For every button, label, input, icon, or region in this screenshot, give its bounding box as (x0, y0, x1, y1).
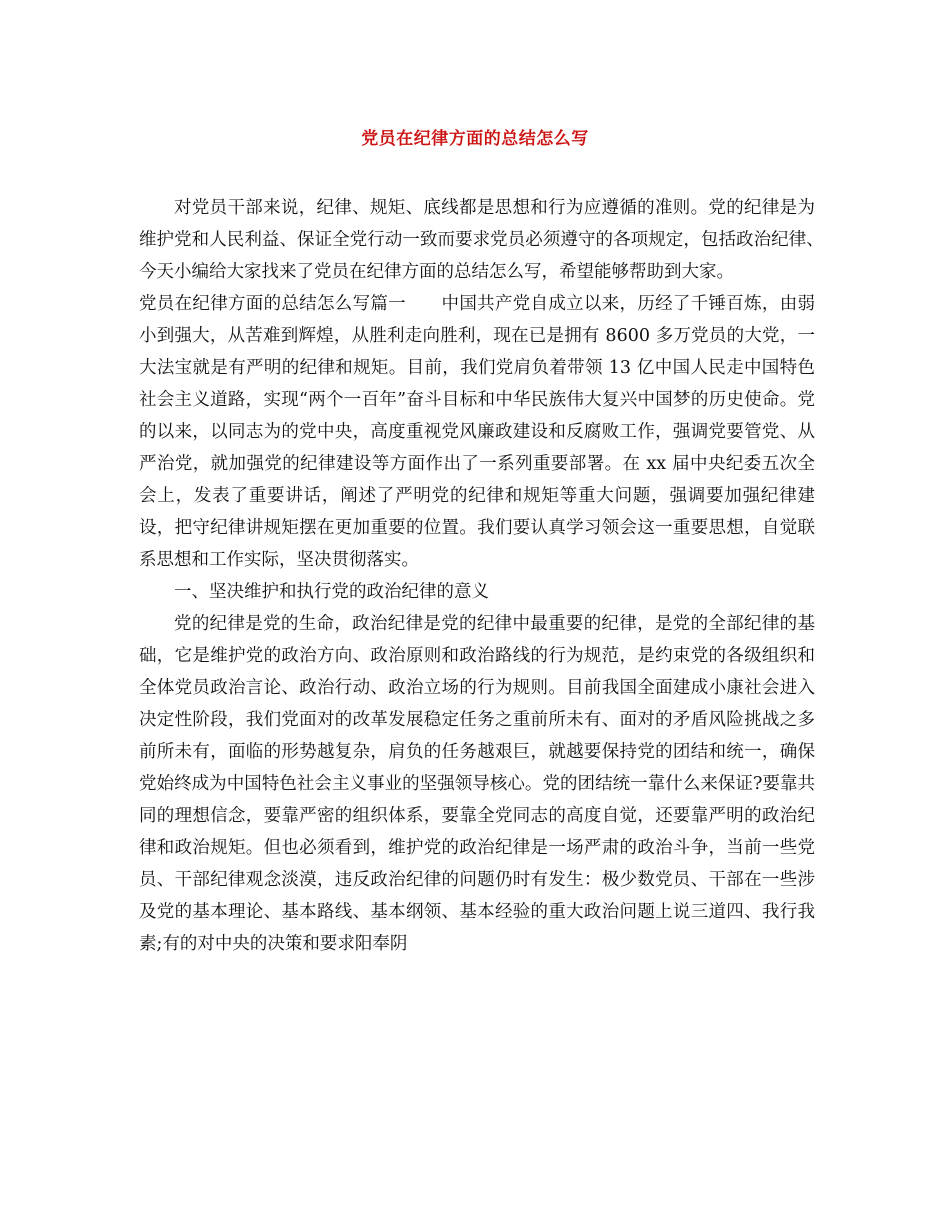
document-body (139, 192, 839, 960)
paragraph-section-one: 党员在纪律方面的总结怎么写篇一 中国共产党自成立以来，历经了千锤百炼，由弱小到强大，从苦难到辉煌，从胜利走向胜利，现在已是拥有 8600 多万党员的大党，一大法宝就是有严明的纪律和规矩。目前，我们党肩负着带领 13 亿中国人民走中国特色社会主义道路，实现“两个一百年”奋斗目标和中华民族伟大复兴中国梦的历史使命。党的以来，以同志为的党中央，高度重视党风廉政建设和反腐败工作，强调党要管党、从严治党，就加强党的纪律建设等方面作出了一系列重要部署。在 xx 届中央纪委五次全会上，发表了重要讲话，阐述了严明党的纪律和规矩等重大问题，强调要加强纪律建设，把守纪律讲规矩摆在更加重要的位置。我们要认真学习领会这一重要思想，自觉联系思想和工作实际，坚决贯彻落实。 (139, 294, 815, 570)
paragraph-intro: 对党员干部来说，纪律、规矩、底线都是思想和行为应遵循的准则。党的纪律是为维护党和人民利益、保证全党行动一致而要求党员必须遵守的各项规定，包括政治纪律、 今天小编给大家找来了党员在纪律方面的总结怎么写，希望能够帮助到大家。 (139, 198, 839, 282)
section-heading: 一、坚决维护和执行党的政治纪律的意义 (174, 582, 489, 602)
paragraph-political-discipline: 党的纪律是党的生命，政治纪律是党的纪律中最重要的纪律，是党的全部纪律的基础，它是维护党的政治方向、政治原则和政治路线的行为规范，是约束党的各级组织和全体党员政治言论、政治行动、政治立场的行为规则。目前我国全面建成小康社会进入决定性阶段，我们党面对的改革发展稳定任务之重前所未有、面对的矛盾风险挑战之多前所未有，面临的形势越复杂，肩负的任务越艰巨，就越要保持党的团结和统一，确保党始终成为中国特色社会主义事业的坚强领导核心。党的团结统一靠什么来保证?要靠共同的理想信念，要靠严密的组织体系，要靠全党同志的高度自觉，还要靠严明的政治纪律和政治规矩。但也必须看到，维护党的政治纪律是一场严肃的政治斗争，当前一些党员、干部纪律观念淡漠，违反政治纪律的问题仍时有发生：极少数党员、干部在一些涉及党的基本理论、基本路线、基本纲领、基本经验的重大政治问题上说三道四、我行我素;有的对中央的决策和要求阳奉阴 (139, 614, 815, 954)
document-title: 党员在纪律方面的总结怎么写 (361, 129, 589, 149)
